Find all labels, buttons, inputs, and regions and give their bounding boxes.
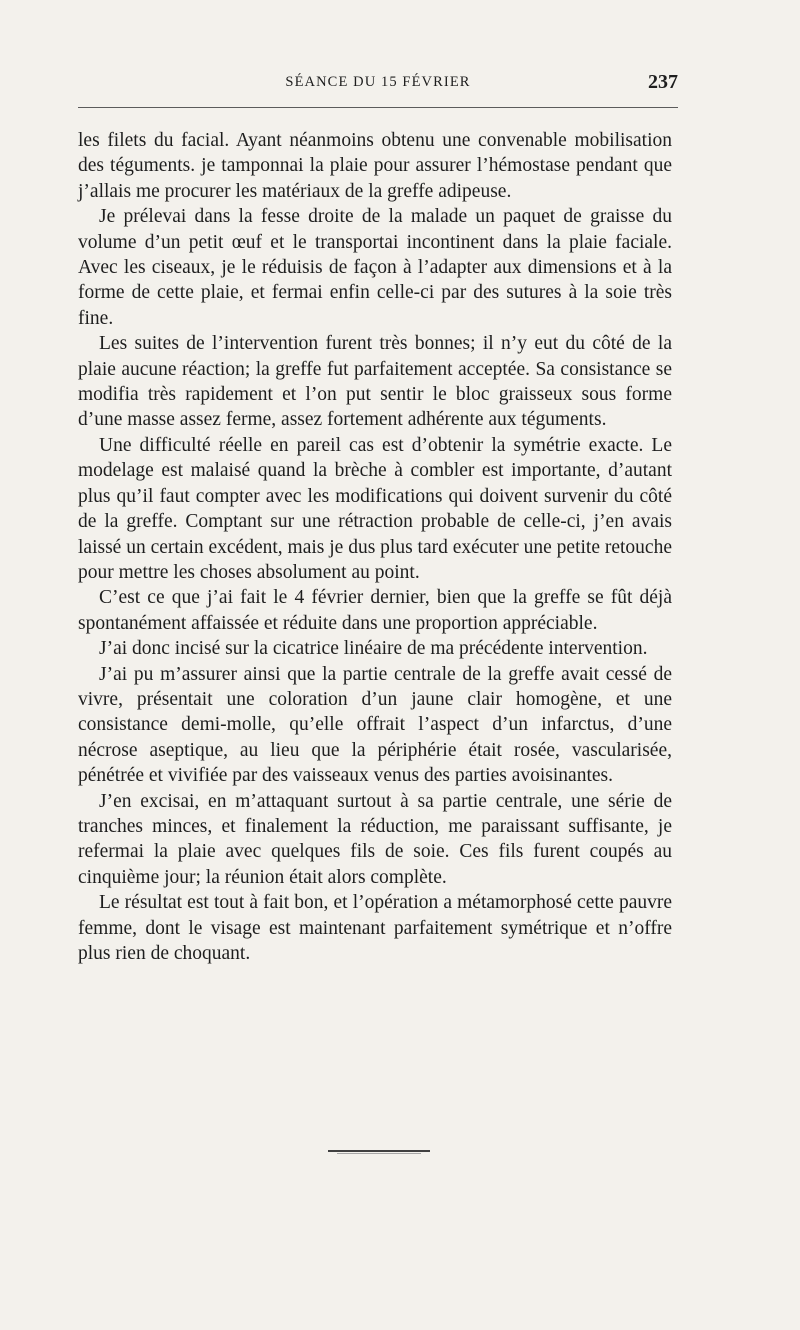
paragraph-1: les filets du facial. Ayant néanmoins obtenu une convenable mobilisation des téguments. je tamponnai la plaie pour assurer l’hémostase pendant que j’allais me procurer les matériaux de la greffe adipeuse. [78,130,672,202]
paragraph-4: Une difficulté réelle en pareil cas est d’obtenir la symétrie exacte. Le modelage est malaisé quand la brèche à combler est importante, d’autant plus qu’il faut compter avec les modifications qui doivent survenir du côté de la greffe. Comptant sur une rétraction probable de celle-ci, j’en avais laissé un certain excédent, mais je dus plus tard exécuter une petite retouche pour mettre les choses absolument au point. [78,434,672,583]
end-rule-shadow [337,1153,421,1154]
header-rule [78,107,678,108]
paragraph-2: Je prélevai dans la fesse droite de la malade un paquet de graisse du volume d’un petit œuf et le transportai incontinent dans la plaie faciale. Avec les ciseaux, je le réduisis de façon à l’adapter aux dimensions et à la forme de cette plaie, et fermai enfin celle-ci par des sutures à la soie très fine. [78,206,672,329]
paragraph-5: C’est ce que j’ai fait le 4 février dernier, bien que la greffe se fût déjà spontanément affaissée et réduite dans une proportion appréciable. [78,587,672,634]
paragraph-7: J’ai pu m’assurer ainsi que la partie centrale de la greffe avait cessé de vivre, présentait une coloration d’un jaune clair homogène, et une consistance demi-molle, qu’elle offrait l’aspect d’un infarctus, d’une nécrose aseptique, au lieu que la périphérie était rosée, vascularisée, pénétrée et vivifiée par des vaisseaux venus des parties avoisinantes. [78,663,672,787]
paragraph-8: J’en excisai, en m’attaquant surtout à sa partie centrale, une série de tranches minces, et finalement la réduction, me paraissant suffisante, je refermai la plaie avec quelques fils de soie. Ces fils furent coupés au cinquième jour; la réunion était alors complète. [78,790,672,888]
body-text [78,128,672,966]
running-title: SÉANCE DU 15 FÉVRIER [285,74,471,90]
page-number: 237 [648,71,678,93]
paragraph-9: Le résultat est tout à fait bon, et l’opération a métamorphosé cette pauvre femme, dont le visage est maintenant parfaitement symétrique et n’offre plus rien de choquant. [78,892,672,964]
page-header [78,71,678,98]
paragraph-3: Les suites de l’intervention furent très bonnes; il n’y eut du côté de la plaie aucune réaction; la greffe fut parfaitement acceptée. Sa consistance se modifia très rapidement et l’on put sentir le bloc graisseux sous forme d’une masse assez ferme, assez fortement adhérente aux téguments. [78,333,672,431]
paragraph-6: J’ai donc incisé sur la cicatrice linéaire de ma précédente intervention. [99,638,648,660]
end-rule [328,1150,430,1152]
